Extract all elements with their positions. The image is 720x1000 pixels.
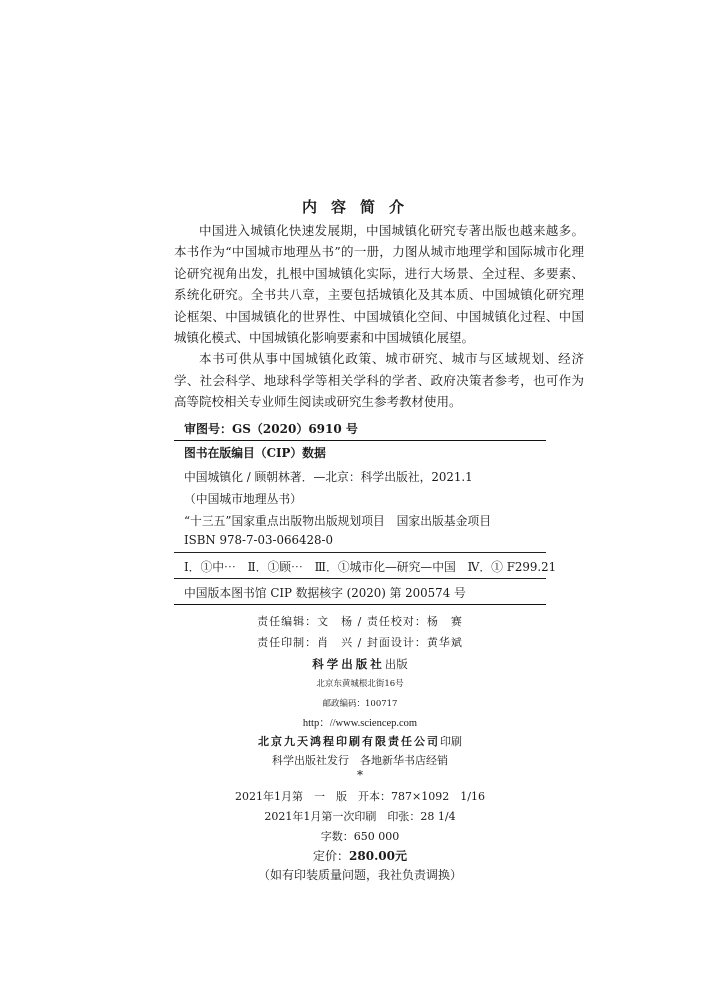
cip-series-line: （中国城市地理丛书） xyxy=(184,492,302,506)
postcode: 邮政编码：100717 xyxy=(322,699,398,709)
cip-middle-rule xyxy=(174,552,546,553)
cip-bottom-rule xyxy=(174,604,546,605)
cip-title-line: 中国城镇化 / 顾朝林著．—北京：科学出版社，2021.1 xyxy=(184,470,473,484)
editor-credit-line: 责任编辑：文 杨 / 责任校对：杨 赛 xyxy=(257,615,463,628)
word-count: 字数：650 000 xyxy=(320,830,400,843)
cip-isbn-line: ISBN 978-7-03-066428-0 xyxy=(184,533,333,547)
printer-line xyxy=(0,733,720,749)
intro-title: 内容简介 xyxy=(301,198,418,216)
price-label: 定价： xyxy=(313,849,350,863)
publisher-name: 科学出版社 xyxy=(312,657,385,671)
cip-catalog-line: 中国版本图书馆 CIP 数据核字 (2020) 第 200574 号 xyxy=(184,586,466,600)
edition-line: 2021年1月第 一 版 开本：787×1092 1/16 xyxy=(235,790,485,803)
price-line xyxy=(0,847,720,864)
cip-lower-rule xyxy=(174,578,546,579)
intro-body xyxy=(174,220,584,413)
publisher-address: 北京东黄城根北街16号 xyxy=(316,679,404,689)
quality-notice: （如有印装质量问题，我社负责调换） xyxy=(257,868,462,882)
printer-name: 北京九天鸿程印刷有限责任公司 xyxy=(258,735,440,748)
publisher-line xyxy=(0,656,720,672)
cip-heading: 图书在版编目（CIP）数据 xyxy=(184,446,326,460)
cip-project-line: “十三五”国家重点出版物出版规划项目 国家出版基金项目 xyxy=(184,514,491,528)
cip-top-rule xyxy=(174,440,546,441)
intro-paragraph-2: 本书可供从事中国城镇化政策、城市研究、城市与区域规划、经济学、社会科学、地球科学等相关学科的学者、政府决策者参考，也可作为高等院校相关专业师生阅读或研究生参考教材使用。 xyxy=(174,351,584,410)
cip-classification-line: Ⅰ．①中⋯ Ⅱ．①顾⋯ Ⅲ．①城市化—研究—中国 Ⅳ．① F299.21 xyxy=(184,560,557,574)
map-review-number: 审图号：GS（2020）6910 号 xyxy=(184,422,358,436)
separator-star: * xyxy=(357,768,363,782)
printer-suffix: 印刷 xyxy=(440,735,462,748)
intro-paragraph-1: 中国进入城镇化快速发展期，中国城镇化研究专著出版也越来越多。本书作为“中国城市地理丛书”的一册，力图从城市地理学和国际城市化理论研究视角出发，扎根中国城镇化实际，进行大场景、全过程、多要素、系统化研究。全书共八章，主要包括城镇化及其本质、中国城镇化研究理论框架、中国城镇化的世界性、中国城镇化空间、中国城镇化过程、中国城镇化模式、中国城镇化影响要素和中国城镇化展望。 xyxy=(174,223,584,346)
publisher-suffix: 出版 xyxy=(384,657,408,671)
price-value: 280.00元 xyxy=(349,849,407,863)
printing-line: 2021年1月第一次印刷 印张：28 1/4 xyxy=(264,810,456,823)
publisher-url: http：//www.sciencep.com xyxy=(302,718,418,729)
print-credit-line: 责任印制：肖 兴 / 封面设计：黄华斌 xyxy=(257,636,463,649)
distribution-line: 科学出版社发行 各地新华书店经销 xyxy=(272,754,448,767)
